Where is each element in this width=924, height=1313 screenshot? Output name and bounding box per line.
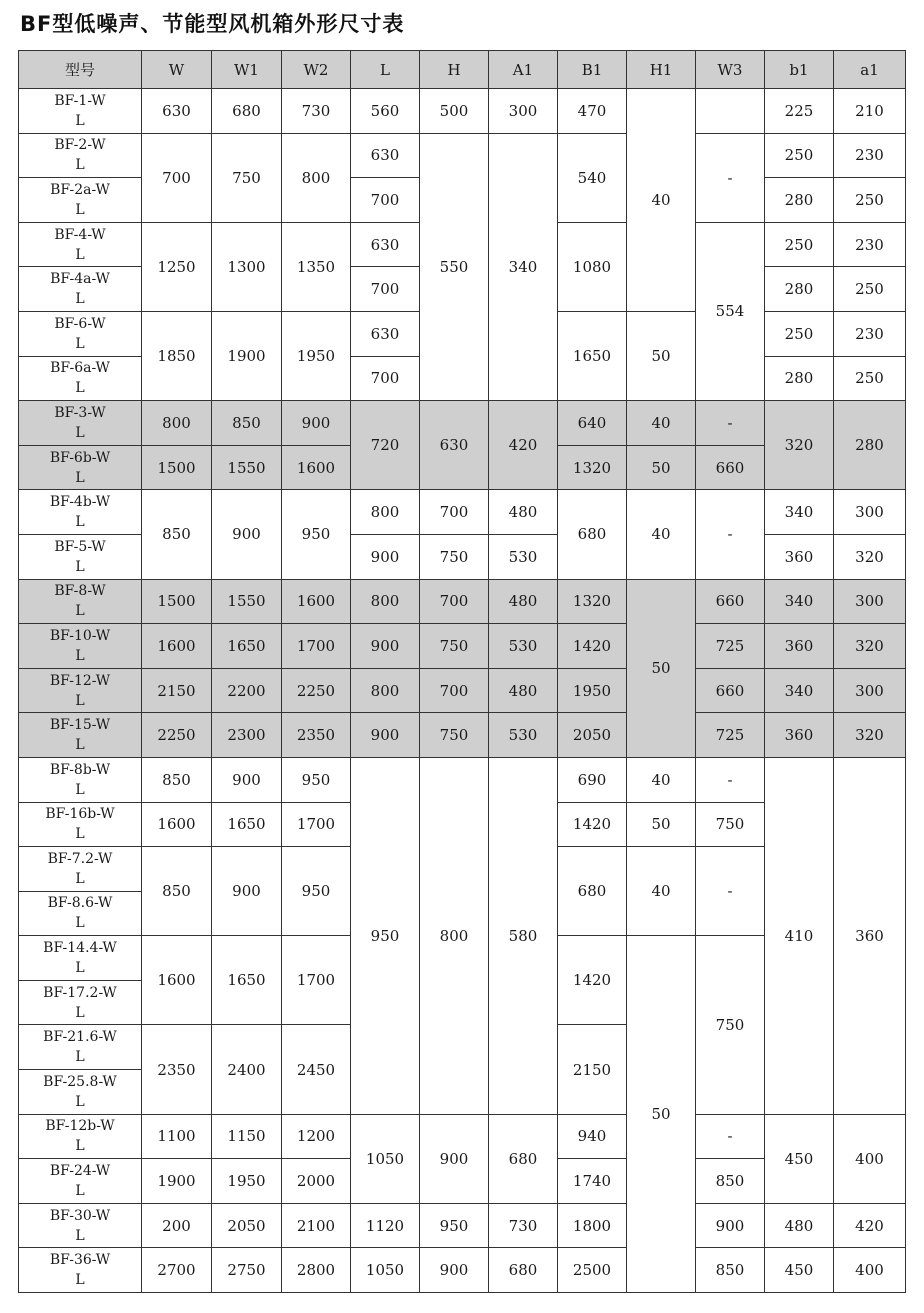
cell-w1: 900 bbox=[212, 757, 282, 802]
cell-w3: 750 bbox=[696, 802, 765, 847]
cell-a1-small: 320 bbox=[834, 713, 906, 758]
cell-w2: 730 bbox=[282, 89, 351, 134]
cell-l: 800 bbox=[351, 579, 420, 624]
cell-w2: 1350 bbox=[282, 222, 351, 311]
cell-w3: - bbox=[696, 401, 765, 446]
model-cell: BF-25.8-W L bbox=[19, 1070, 142, 1115]
cell-w1: 1150 bbox=[212, 1114, 282, 1159]
cell-w3: 660 bbox=[696, 668, 765, 713]
cell-a1-small: 300 bbox=[834, 490, 906, 535]
cell-w1: 2750 bbox=[212, 1248, 282, 1293]
cell-w: 1500 bbox=[142, 579, 212, 624]
cell-w: 850 bbox=[142, 490, 212, 579]
cell-h1: 40 bbox=[627, 847, 696, 936]
cell-a1-small: 360 bbox=[834, 757, 906, 1114]
cell-w1: 680 bbox=[212, 89, 282, 134]
cell-b1: 1950 bbox=[558, 668, 627, 713]
cell-b1: 1650 bbox=[558, 311, 627, 400]
cell-a1: 680 bbox=[489, 1114, 558, 1203]
cell-w: 1600 bbox=[142, 936, 212, 1025]
model-cell: BF-36-W L bbox=[19, 1248, 142, 1293]
model-cell: BF-4b-W L bbox=[19, 490, 142, 535]
cell-w2: 950 bbox=[282, 757, 351, 802]
cell-b1-small: 340 bbox=[765, 668, 834, 713]
cell-w: 200 bbox=[142, 1203, 212, 1248]
header-w3: W3 bbox=[696, 51, 765, 89]
cell-w2: 2100 bbox=[282, 1203, 351, 1248]
header-model: 型号 bbox=[19, 51, 142, 89]
cell-a1: 420 bbox=[489, 401, 558, 490]
cell-b1: 1800 bbox=[558, 1203, 627, 1248]
cell-b1-small: 360 bbox=[765, 534, 834, 579]
cell-w3: - bbox=[696, 490, 765, 579]
cell-w: 1900 bbox=[142, 1159, 212, 1204]
cell-w1: 1650 bbox=[212, 936, 282, 1025]
cell-a1-small: 300 bbox=[834, 668, 906, 713]
cell-l: 700 bbox=[351, 178, 420, 223]
cell-w2: 1600 bbox=[282, 579, 351, 624]
cell-a1: 480 bbox=[489, 490, 558, 535]
cell-b1-small: 450 bbox=[765, 1114, 834, 1203]
table-row bbox=[19, 1248, 906, 1293]
cell-b1: 680 bbox=[558, 847, 627, 936]
cell-a1-small: 230 bbox=[834, 311, 906, 356]
cell-a1-small: 250 bbox=[834, 178, 906, 223]
model-cell: BF-17.2-W L bbox=[19, 980, 142, 1025]
cell-b1: 2150 bbox=[558, 1025, 627, 1114]
cell-l: 1050 bbox=[351, 1248, 420, 1293]
cell-l: 1120 bbox=[351, 1203, 420, 1248]
cell-b1-small: 450 bbox=[765, 1248, 834, 1293]
cell-h: 750 bbox=[420, 534, 489, 579]
cell-w: 630 bbox=[142, 89, 212, 134]
model-cell: BF-24-W L bbox=[19, 1159, 142, 1204]
cell-w3: - bbox=[696, 847, 765, 936]
cell-b1-small: 410 bbox=[765, 757, 834, 1114]
cell-w2: 1950 bbox=[282, 311, 351, 400]
cell-a1-small: 420 bbox=[834, 1203, 906, 1248]
cell-a1-small: 400 bbox=[834, 1248, 906, 1293]
cell-w2: 2250 bbox=[282, 668, 351, 713]
header-w2: W2 bbox=[282, 51, 351, 89]
cell-l: 950 bbox=[351, 757, 420, 1114]
cell-w: 850 bbox=[142, 847, 212, 936]
cell-w1: 2400 bbox=[212, 1025, 282, 1114]
cell-l: 800 bbox=[351, 490, 420, 535]
cell-b1: 1080 bbox=[558, 222, 627, 311]
model-cell: BF-7.2-W L bbox=[19, 847, 142, 892]
model-cell: BF-4a-W L bbox=[19, 267, 142, 312]
cell-w: 2350 bbox=[142, 1025, 212, 1114]
cell-w3: 725 bbox=[696, 624, 765, 669]
header-l: L bbox=[351, 51, 420, 89]
cell-a1: 530 bbox=[489, 624, 558, 669]
header-h1: H1 bbox=[627, 51, 696, 89]
cell-b1: 2500 bbox=[558, 1248, 627, 1293]
cell-w1: 1550 bbox=[212, 579, 282, 624]
cell-b1-small: 280 bbox=[765, 267, 834, 312]
cell-w1: 750 bbox=[212, 133, 282, 222]
cell-h1: 50 bbox=[627, 445, 696, 490]
cell-w3: 725 bbox=[696, 713, 765, 758]
cell-b1-small: 340 bbox=[765, 579, 834, 624]
model-cell: BF-6-W L bbox=[19, 311, 142, 356]
cell-a1-small: 230 bbox=[834, 133, 906, 178]
cell-w3: - bbox=[696, 133, 765, 222]
cell-b1-small: 250 bbox=[765, 222, 834, 267]
cell-a1-small: 280 bbox=[834, 401, 906, 490]
table-row bbox=[19, 89, 906, 134]
cell-b1: 1740 bbox=[558, 1159, 627, 1204]
cell-a1-small: 400 bbox=[834, 1114, 906, 1203]
cell-b1: 680 bbox=[558, 490, 627, 579]
cell-w: 1600 bbox=[142, 802, 212, 847]
cell-w: 800 bbox=[142, 401, 212, 446]
cell-w: 700 bbox=[142, 133, 212, 222]
cell-l: 800 bbox=[351, 668, 420, 713]
cell-a1: 730 bbox=[489, 1203, 558, 1248]
model-cell: BF-12b-W L bbox=[19, 1114, 142, 1159]
cell-h1: 50 bbox=[627, 579, 696, 757]
table-row bbox=[19, 579, 906, 624]
cell-w1: 1900 bbox=[212, 311, 282, 400]
model-cell: BF-14.4-W L bbox=[19, 936, 142, 981]
table-row bbox=[19, 133, 906, 178]
cell-b1: 940 bbox=[558, 1114, 627, 1159]
cell-w: 2700 bbox=[142, 1248, 212, 1293]
cell-b1-small: 320 bbox=[765, 401, 834, 490]
cell-w3: 660 bbox=[696, 445, 765, 490]
model-cell: BF-6a-W L bbox=[19, 356, 142, 401]
cell-w3: - bbox=[696, 757, 765, 802]
cell-b1: 470 bbox=[558, 89, 627, 134]
cell-h: 900 bbox=[420, 1114, 489, 1203]
cell-w1: 1650 bbox=[212, 802, 282, 847]
model-cell: BF-3-W L bbox=[19, 401, 142, 446]
cell-b1-small: 340 bbox=[765, 490, 834, 535]
model-cell: BF-10-W L bbox=[19, 624, 142, 669]
table-row bbox=[19, 668, 906, 713]
cell-a1-small: 300 bbox=[834, 579, 906, 624]
cell-b1: 1420 bbox=[558, 936, 627, 1025]
model-cell: BF-1-W L bbox=[19, 89, 142, 134]
cell-l: 700 bbox=[351, 356, 420, 401]
cell-l: 560 bbox=[351, 89, 420, 134]
cell-b1: 1320 bbox=[558, 579, 627, 624]
cell-b1: 690 bbox=[558, 757, 627, 802]
table-row bbox=[19, 1203, 906, 1248]
cell-w2: 2450 bbox=[282, 1025, 351, 1114]
cell-a1-small: 250 bbox=[834, 267, 906, 312]
cell-a1-small: 320 bbox=[834, 534, 906, 579]
cell-w2: 2350 bbox=[282, 713, 351, 758]
cell-w3: 750 bbox=[696, 936, 765, 1114]
cell-h: 800 bbox=[420, 757, 489, 1114]
cell-l: 900 bbox=[351, 713, 420, 758]
cell-w: 850 bbox=[142, 757, 212, 802]
cell-w1: 2300 bbox=[212, 713, 282, 758]
cell-h: 950 bbox=[420, 1203, 489, 1248]
cell-w3: 850 bbox=[696, 1248, 765, 1293]
cell-a1: 680 bbox=[489, 1248, 558, 1293]
cell-b1: 540 bbox=[558, 133, 627, 222]
cell-w3: 554 bbox=[696, 222, 765, 400]
cell-b1-small: 480 bbox=[765, 1203, 834, 1248]
cell-w2: 900 bbox=[282, 401, 351, 446]
cell-b1-small: 250 bbox=[765, 133, 834, 178]
model-cell: BF-4-W L bbox=[19, 222, 142, 267]
cell-h: 750 bbox=[420, 624, 489, 669]
cell-l: 1050 bbox=[351, 1114, 420, 1203]
table-row bbox=[19, 490, 906, 535]
cell-w2: 950 bbox=[282, 847, 351, 936]
table-row bbox=[19, 1114, 906, 1159]
cell-h1: 50 bbox=[627, 802, 696, 847]
cell-w1: 1550 bbox=[212, 445, 282, 490]
header-w1: W1 bbox=[212, 51, 282, 89]
cell-h: 700 bbox=[420, 668, 489, 713]
cell-w2: 950 bbox=[282, 490, 351, 579]
cell-b1: 1420 bbox=[558, 802, 627, 847]
cell-b1: 640 bbox=[558, 401, 627, 446]
cell-w2: 1600 bbox=[282, 445, 351, 490]
cell-w3: 850 bbox=[696, 1159, 765, 1204]
cell-b1-small: 280 bbox=[765, 356, 834, 401]
cell-l: 700 bbox=[351, 267, 420, 312]
cell-a1: 530 bbox=[489, 713, 558, 758]
cell-w2: 1700 bbox=[282, 802, 351, 847]
model-cell: BF-8-W L bbox=[19, 579, 142, 624]
cell-w: 1250 bbox=[142, 222, 212, 311]
cell-w2: 800 bbox=[282, 133, 351, 222]
cell-w: 1600 bbox=[142, 624, 212, 669]
cell-a1: 480 bbox=[489, 579, 558, 624]
cell-a1: 480 bbox=[489, 668, 558, 713]
cell-l: 900 bbox=[351, 624, 420, 669]
cell-h: 500 bbox=[420, 89, 489, 134]
cell-w2: 1700 bbox=[282, 624, 351, 669]
cell-w3: 900 bbox=[696, 1203, 765, 1248]
cell-h1: 50 bbox=[627, 936, 696, 1293]
cell-a1: 530 bbox=[489, 534, 558, 579]
cell-w1: 850 bbox=[212, 401, 282, 446]
model-cell: BF-5-W L bbox=[19, 534, 142, 579]
cell-l: 720 bbox=[351, 401, 420, 490]
cell-h1: 40 bbox=[627, 401, 696, 446]
table-row bbox=[19, 713, 906, 758]
cell-h1: 40 bbox=[627, 89, 696, 312]
cell-h1: 40 bbox=[627, 490, 696, 579]
cell-a1-small: 250 bbox=[834, 356, 906, 401]
cell-a1: 580 bbox=[489, 757, 558, 1114]
dimension-table bbox=[18, 50, 906, 1293]
cell-w: 2250 bbox=[142, 713, 212, 758]
cell-b1-small: 360 bbox=[765, 624, 834, 669]
cell-w1: 900 bbox=[212, 490, 282, 579]
header-a1: A1 bbox=[489, 51, 558, 89]
cell-a1: 300 bbox=[489, 89, 558, 134]
cell-b1: 2050 bbox=[558, 713, 627, 758]
cell-a1-small: 210 bbox=[834, 89, 906, 134]
header-w: W bbox=[142, 51, 212, 89]
model-cell: BF-8b-W L bbox=[19, 757, 142, 802]
cell-a1-small: 320 bbox=[834, 624, 906, 669]
cell-h1: 50 bbox=[627, 311, 696, 400]
model-cell: BF-30-W L bbox=[19, 1203, 142, 1248]
model-cell: BF-2a-W L bbox=[19, 178, 142, 223]
cell-w1: 2050 bbox=[212, 1203, 282, 1248]
cell-h: 700 bbox=[420, 490, 489, 535]
cell-l: 900 bbox=[351, 534, 420, 579]
cell-h: 750 bbox=[420, 713, 489, 758]
cell-a1-small: 230 bbox=[834, 222, 906, 267]
cell-w3: - bbox=[696, 1114, 765, 1159]
cell-b1-small: 360 bbox=[765, 713, 834, 758]
model-cell: BF-15-W L bbox=[19, 713, 142, 758]
cell-a1: 340 bbox=[489, 133, 558, 401]
cell-b1-small: 225 bbox=[765, 89, 834, 134]
cell-b1-small: 250 bbox=[765, 311, 834, 356]
table-header-row bbox=[19, 51, 906, 89]
cell-w1: 1950 bbox=[212, 1159, 282, 1204]
cell-b1: 1320 bbox=[558, 445, 627, 490]
cell-w1: 900 bbox=[212, 847, 282, 936]
cell-w: 1850 bbox=[142, 311, 212, 400]
cell-w2: 1700 bbox=[282, 936, 351, 1025]
model-cell: BF-6b-W L bbox=[19, 445, 142, 490]
page-title: BF型低噪声、节能型风机箱外形尺寸表 bbox=[20, 12, 405, 36]
cell-w2: 2800 bbox=[282, 1248, 351, 1293]
cell-l: 630 bbox=[351, 311, 420, 356]
cell-b1-small: 280 bbox=[765, 178, 834, 223]
model-cell: BF-16b-W L bbox=[19, 802, 142, 847]
header-h: H bbox=[420, 51, 489, 89]
cell-w2: 2000 bbox=[282, 1159, 351, 1204]
cell-h: 700 bbox=[420, 579, 489, 624]
cell-h: 900 bbox=[420, 1248, 489, 1293]
table-row bbox=[19, 401, 906, 446]
cell-w1: 2200 bbox=[212, 668, 282, 713]
header-b1-lower: b1 bbox=[765, 51, 834, 89]
cell-h: 630 bbox=[420, 401, 489, 490]
model-cell: BF-2-W L bbox=[19, 133, 142, 178]
cell-w: 2150 bbox=[142, 668, 212, 713]
cell-w: 1100 bbox=[142, 1114, 212, 1159]
cell-h1: 40 bbox=[627, 757, 696, 802]
cell-w2: 1200 bbox=[282, 1114, 351, 1159]
cell-l: 630 bbox=[351, 133, 420, 178]
header-a1-lower: a1 bbox=[834, 51, 906, 89]
cell-l: 630 bbox=[351, 222, 420, 267]
table-row bbox=[19, 624, 906, 669]
model-cell: BF-8.6-W L bbox=[19, 891, 142, 936]
cell-h: 550 bbox=[420, 133, 489, 401]
model-cell: BF-12-W L bbox=[19, 668, 142, 713]
table-row bbox=[19, 757, 906, 802]
cell-w: 1500 bbox=[142, 445, 212, 490]
cell-w3: 660 bbox=[696, 579, 765, 624]
cell-w1: 1650 bbox=[212, 624, 282, 669]
model-cell: BF-21.6-W L bbox=[19, 1025, 142, 1070]
cell-b1: 1420 bbox=[558, 624, 627, 669]
cell-w3 bbox=[696, 89, 765, 134]
header-b1-upper: B1 bbox=[558, 51, 627, 89]
cell-w1: 1300 bbox=[212, 222, 282, 311]
